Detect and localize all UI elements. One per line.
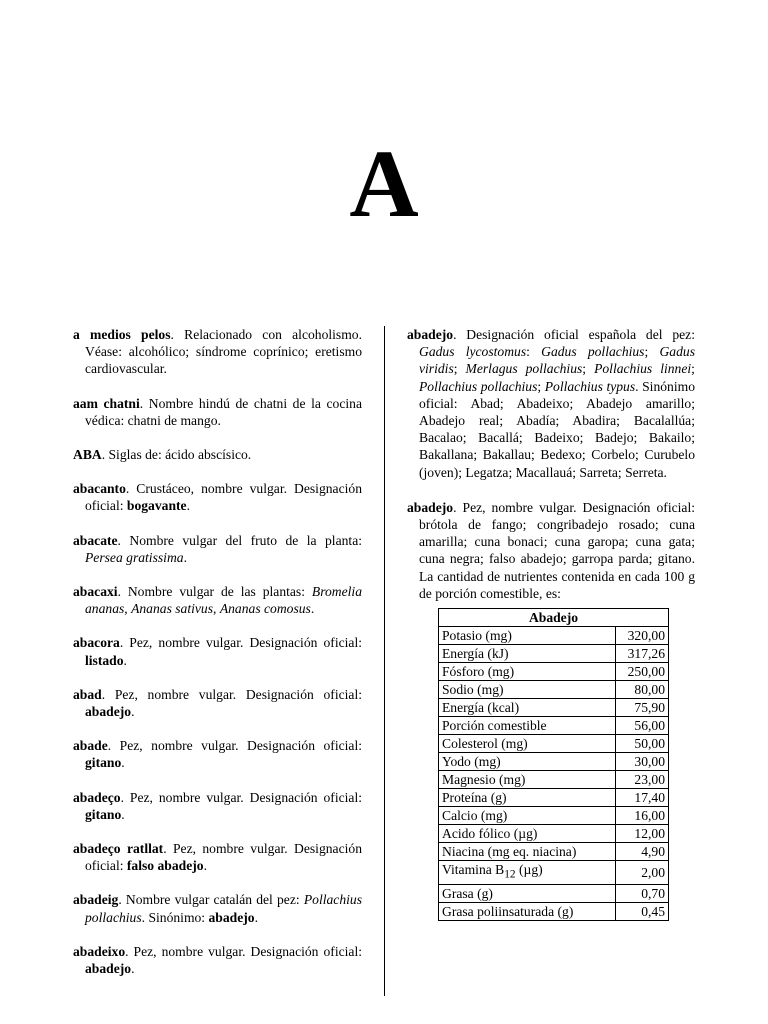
nutrient-value: 16,00 (616, 807, 669, 825)
left-column (73, 326, 362, 994)
table-row (439, 717, 669, 735)
nutrient-value: 23,00 (616, 771, 669, 789)
dictionary-entry: abad. Pez, nombre vulgar. Designación oficial: abadejo. (73, 686, 362, 720)
table-row (439, 789, 669, 807)
table-row (439, 884, 669, 902)
nutrient-label: Magnesio (mg) (439, 771, 616, 789)
table-row (439, 807, 669, 825)
dictionary-entry: abadeço ratllat. Pez, nombre vulgar. Designación oficial: falso abadejo. (73, 841, 362, 874)
nutrient-value: 250,00 (616, 663, 669, 681)
nutrient-table-title: Abadejo (439, 609, 669, 627)
nutrient-value: 17,40 (616, 789, 669, 807)
dictionary-entry: aam chatni. Nombre hindú de chatni de la cocina védica: chatni de mango. (73, 395, 362, 428)
section-letter: A (349, 130, 419, 237)
nutrient-value: 30,00 (616, 753, 669, 771)
nutrient-label: Calcio (mg) (439, 807, 616, 825)
dictionary-entry: abadeço. Pez, nombre vulgar. Designación oficial: gitano. (73, 789, 362, 822)
nutrient-value: 4,90 (616, 843, 669, 861)
nutrient-label: Porción comestible (439, 717, 616, 735)
nutrient-label: Acido fólico (µg) (439, 825, 616, 843)
dictionary-entry: a medios pelos. Relacionado con alcoholismo. Véase: alcohólico; síndrome coprínico; eretismo cardiovascular. (73, 327, 362, 377)
dictionary-entry: abadeig. Nombre vulgar catalán del pez: Pollachius pollachius. Sinónimo: abadejo. (73, 892, 362, 925)
nutrient-label: Fósforo (mg) (439, 663, 616, 681)
nutrient-label: Niacina (mg eq. niacina) (439, 843, 616, 861)
dictionary-entry: abadeixo. Pez, nombre vulgar. Designación oficial: abadejo. (73, 943, 362, 977)
table-row (439, 753, 669, 771)
table-row (439, 627, 669, 645)
nutrient-value: 75,90 (616, 699, 669, 717)
dictionary-entry: abacora. Pez, nombre vulgar. Designación oficial: listado. (73, 635, 362, 668)
dictionary-entry: abadejo. Pez, nombre vulgar. Designación oficial: brótola de fango; congribadejo rosado; cuna amarilla; cuna bonaci; cuna garopa; cuna gata; cuna negra; falso abadejo; garropa parda; gitano. La cantidad de nutrientes contenida en cada 100 g de porción comestible, es: (407, 499, 695, 601)
table-row (439, 645, 669, 663)
nutrient-value: 50,00 (616, 735, 669, 753)
table-row (439, 663, 669, 681)
table-row (439, 735, 669, 753)
nutrient-value: 317,26 (616, 645, 669, 663)
column-divider (384, 326, 385, 996)
nutrient-label: Sodio (mg) (439, 681, 616, 699)
nutrient-table (438, 608, 669, 921)
dictionary-entry: abacaxi. Nombre vulgar de las plantas: Bromelia ananas, Ananas sativus, Ananas comosus. (73, 584, 362, 617)
dictionary-entry: abadejo. Designación oficial española del pez: Gadus lycostomus: Gadus pollachius; Gadus viridis; Merlagus pollachius; Pollachius linnei; Pollachius pollachius; Pollachius typus. Sinónimo oficial: Abad; Abadeixo; Abadejo amarillo; Abadejo real; Abadía; Abadira; Bacalallúa; Bacalao; Bacallá; Badeixo; Badejo; Bakailo; Bakallana; Bakallau; Bedexo; Corbelo; Curubelo (joven); Legatza; Macallauá; Sarreta; Serreta. (407, 327, 695, 480)
dictionary-entry: abacanto. Crustáceo, nombre vulgar. Designación oficial: bogavante. (73, 481, 362, 514)
nutrient-value: 56,00 (616, 717, 669, 735)
dictionary-entry: abacate. Nombre vulgar del fruto de la planta: Persea gratissima. (73, 532, 362, 565)
table-row (439, 771, 669, 789)
table-row (439, 902, 669, 920)
nutrient-label: Vitamina $B_{12}$ (µg) (439, 861, 616, 885)
nutrient-value: 0,70 (616, 884, 669, 902)
nutrient-label: Yodo (mg) (439, 753, 616, 771)
dictionary-entry: abade. Pez, nombre vulgar. Designación oficial: gitano. (73, 738, 362, 771)
nutrient-label: Colesterol (mg) (439, 735, 616, 753)
dictionary-entry: ABA. Siglas de: ácido abscísico. (73, 447, 252, 463)
table-row (439, 861, 669, 885)
nutrient-label: Energía (kcal) (439, 699, 616, 717)
nutrient-value: 80,00 (616, 681, 669, 699)
nutrient-value: 12,00 (616, 825, 669, 843)
nutrient-label: Potasio (mg) (439, 627, 616, 645)
nutrient-value: 0,45 (616, 902, 669, 920)
nutrient-label: Energía (kJ) (439, 645, 616, 663)
table-row (439, 699, 669, 717)
nutrient-value: 2,00 (616, 861, 669, 885)
right-column (407, 326, 695, 921)
table-row (439, 843, 669, 861)
nutrient-label: Grasa (g) (439, 884, 616, 902)
table-row (439, 825, 669, 843)
nutrient-label: Proteína (g) (439, 789, 616, 807)
table-row (439, 681, 669, 699)
nutrient-value: 320,00 (616, 627, 669, 645)
nutrient-label: Grasa poliinsaturada (g) (439, 902, 616, 920)
